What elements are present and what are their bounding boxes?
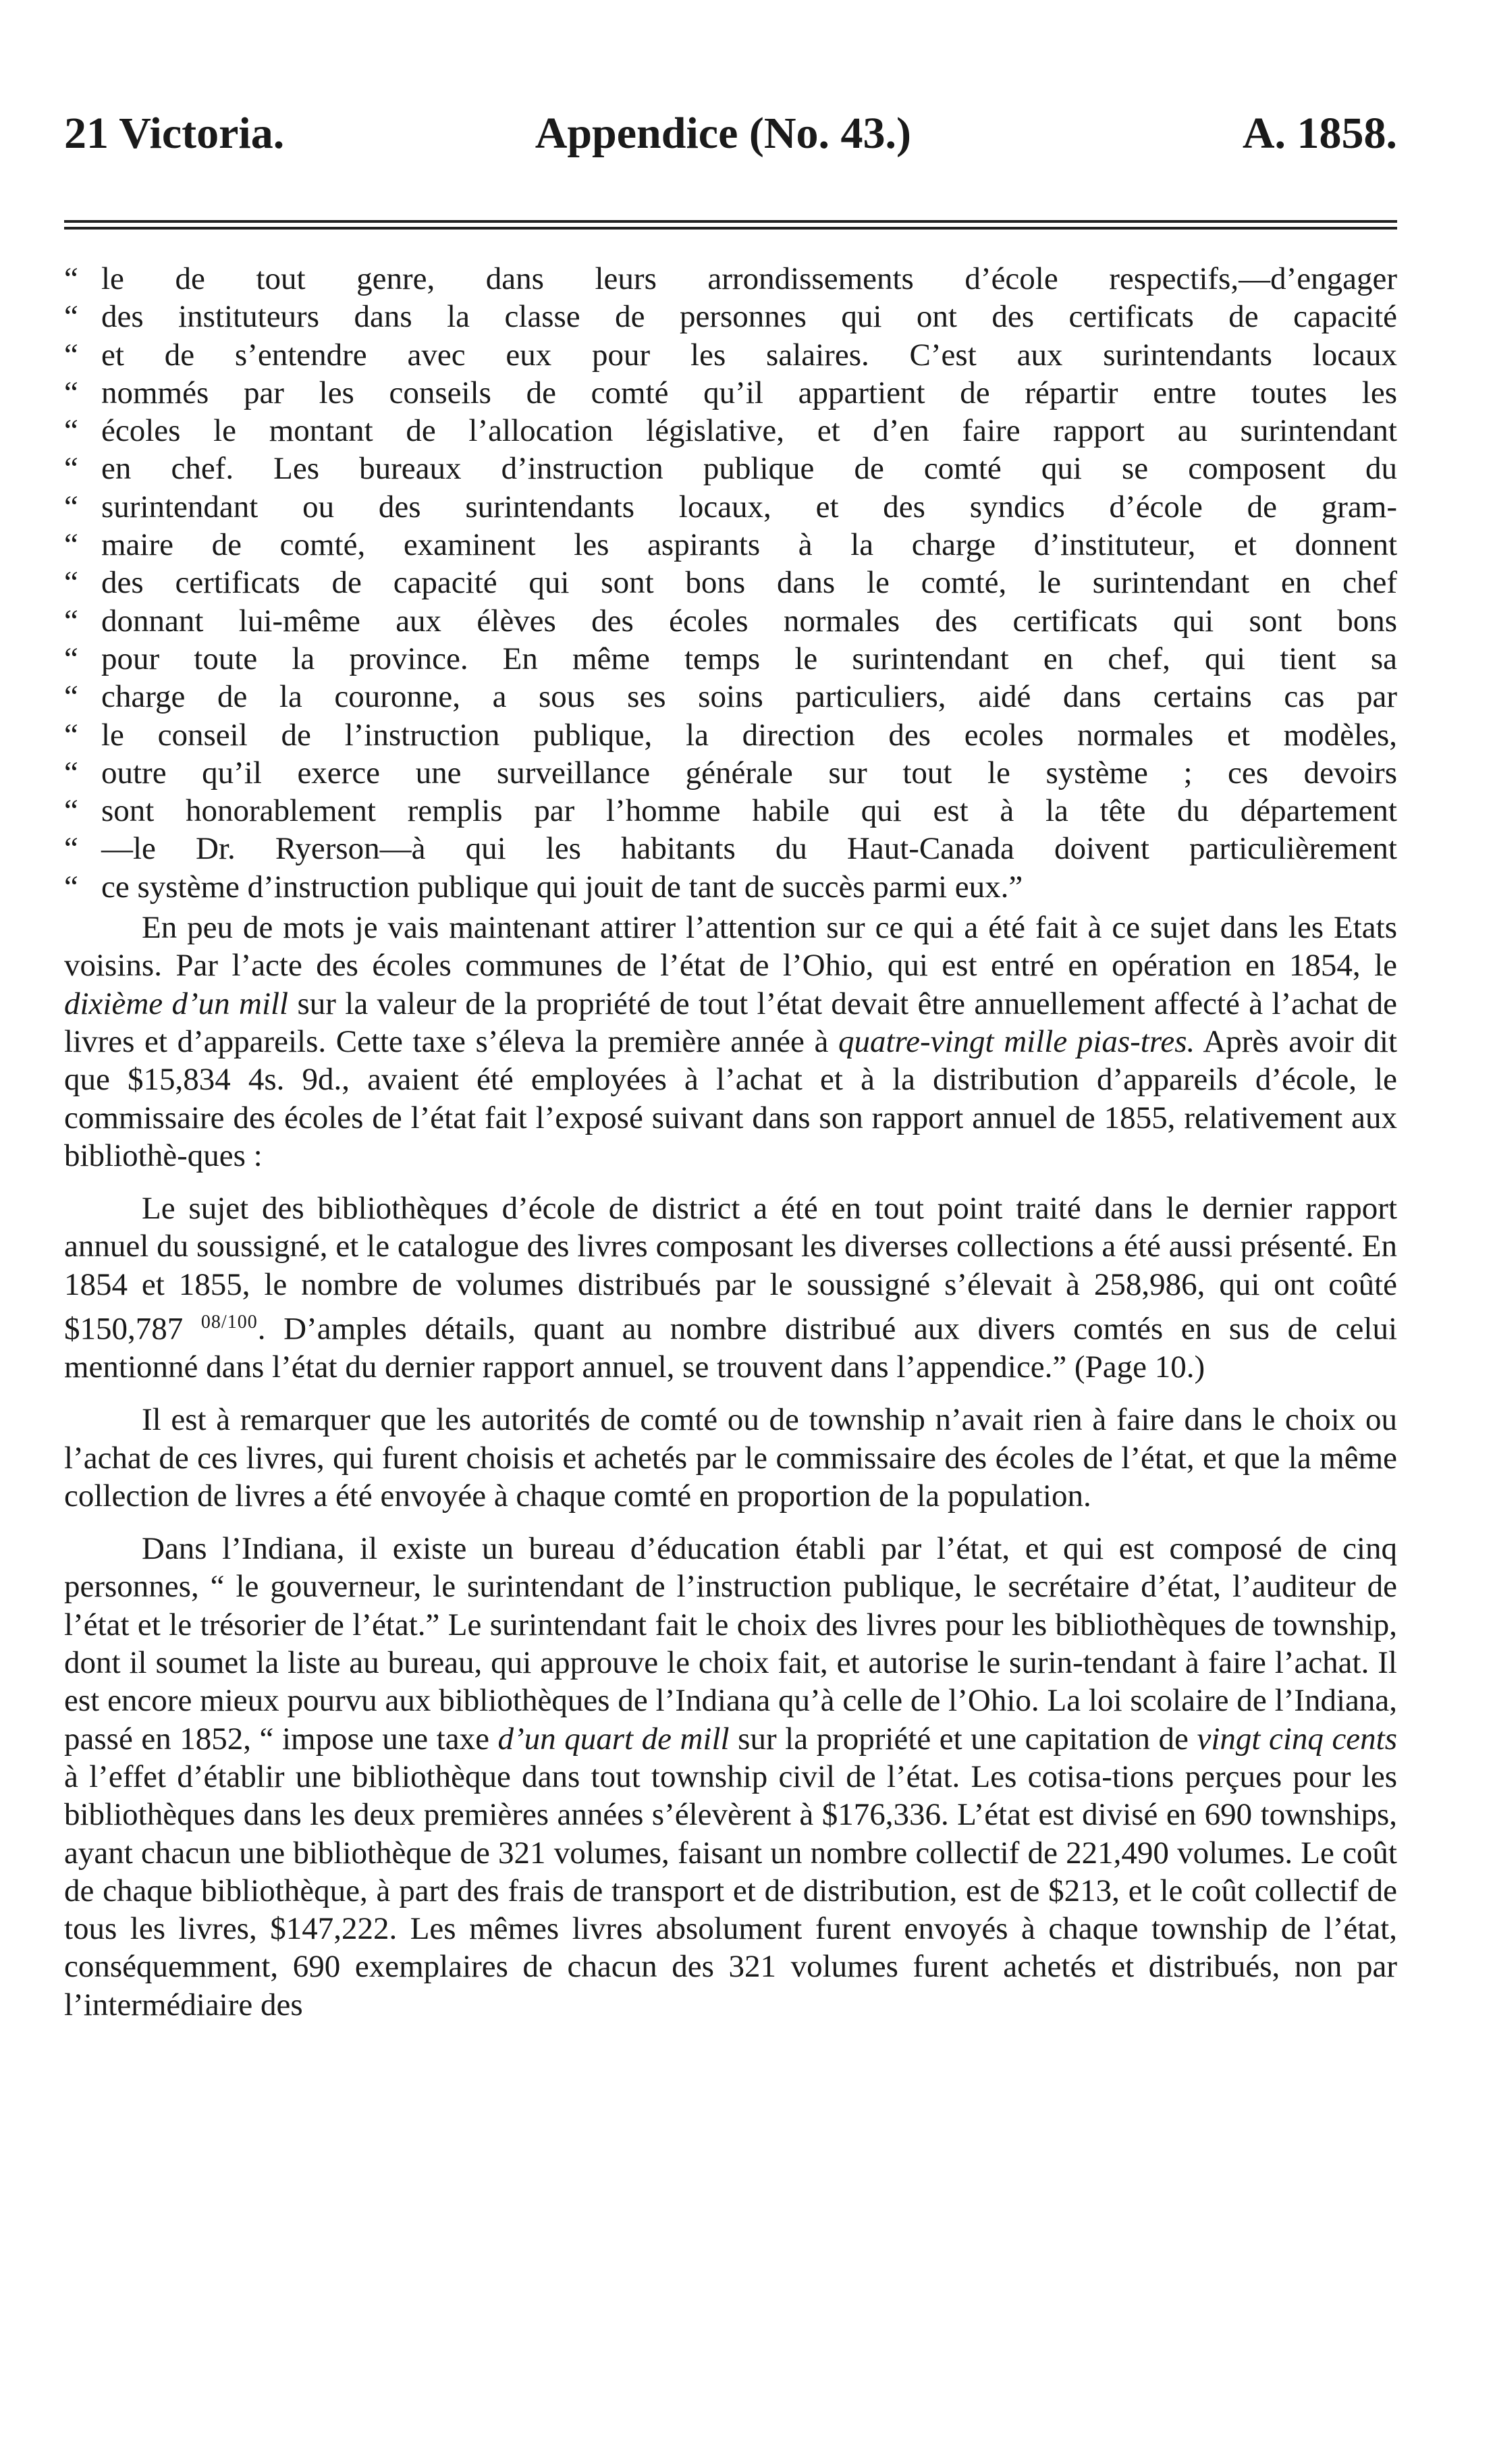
quote-line-text: maire de comté, examinent les aspirants à la charge d’instituteur, et donnent [101,527,1397,563]
quote-line [64,488,1397,526]
opening-quote-mark: “ [64,299,78,335]
opening-quote-mark: “ [64,565,78,601]
quote-line-text: outre qu’il exerce une surveillance générale sur tout le système ; ces devoirs [101,755,1397,791]
quote-line [64,678,1397,716]
paragraph-ohio [64,909,1397,1175]
rule-line [64,220,1397,223]
opening-quote-mark: “ [64,527,78,563]
quote-line-text: pour toute la province. En même temps le surintendant en chef, qui tient sa [101,641,1397,676]
italic-text: dixième d’un mill [64,986,289,1021]
quote-line [64,412,1397,450]
quote-line-text: sont honorablement remplis par l’homme habile qui est à la tête du département [101,793,1397,829]
fraction-cents: 08/100 [200,1312,258,1333]
text-run: Après avoir dit que $15,834 4s. 9d., avaient été employées à l’achat et à la distribution d’appareils d’école, le commissaire des écoles de l’état fait l’exposé suivant dans son rapport annuel de 1855, relativement aux bibliothè-ques : [64,1023,1398,1173]
opening-quote-mark: “ [64,831,78,867]
text-run: sur la propriété et une capitation de [729,1721,1197,1757]
opening-quote-mark: “ [64,869,78,905]
quote-line [64,526,1397,564]
opening-quote-mark: “ [64,413,78,449]
quote-line-text: le conseil de l’instruction publique, la direction des ecoles normales et modèles, [101,717,1397,753]
text-run: . D’amples détails, quant au nombre distribué aux divers comtés en sus de celui mentionné dans l’état du dernier rapport annuel, se trouvent dans l’appendice.” (Page 10.) [64,1311,1398,1385]
paragraph-county-authorities: Il est à remarquer que les autorités de comté ou de township n’avait rien à faire dans le choix ou l’achat de ces livres, qui furent choisis et achetés par le commissaire des écoles de l’état, et que la même collection de livres a été envoyée à chaque comté en proportion de la population. [64,1402,1397,1514]
header-appendix-number: Appendice (No. 43.) [535,109,912,158]
opening-quote-mark: “ [64,793,78,829]
quote-line [64,564,1397,601]
quote-line-text: donnant lui-même aux élèves des écoles normales des certificats qui sont bons [101,603,1397,639]
opening-quote-mark: “ [64,603,78,639]
text-run: à l’effet d’établir une bibliothèque dans tout township civil de l’état. Les cotisa-tions perçues pour les bibliothèques dans les deux premières années s’élevèrent à $176,336. L’état est divisé en 690 townships, ayant chacun une bibliothèque de 321 volumes, faisant un nombre collectif de 221,490 volumes. Le coût de chaque bibliothèque, à part des frais de transport et de distribution, est de $213, et le coût collectif de tous les livres, $147,222. Les mêmes livres absolument furent envoyés à chaque township de l’état, conséquemment, 690 exemplaires de chacun des 321 volumes furent achetés et distribués, non par l’intermédiaire des [64,1759,1397,2023]
opening-quote-mark: “ [64,489,78,525]
quote-line-text: des instituteurs dans la classe de personnes qui ont des certificats de capacité [101,299,1397,335]
opening-quote-mark: “ [64,679,78,715]
italic-text: d’un quart de mill [497,1721,730,1757]
header-year: A. 1858. [1242,109,1397,158]
quote-line-text: ce système d’instruction publique qui jouit de tant de succès parmi eux.” [101,869,1023,905]
quote-line [64,298,1397,336]
quote-line-text: et de s’entendre avec eux pour les salaires. C’est aux surintendants locaux [101,337,1397,373]
quote-line-text: le de tout genre, dans leurs arrondissements d’école respectifs,—d’engager [101,261,1397,296]
quote-line [64,450,1397,487]
paragraph-report-quote [64,1189,1397,1386]
quote-line [64,336,1397,374]
quote-line [64,374,1397,412]
running-header [64,111,1397,156]
italic-text: vingt cinq cents [1197,1721,1398,1757]
text-run: Le sujet des bibliothèques d’école de district a été en tout point traité dans le dernier rapport annuel du soussigné, et le catalogue des livres composant les diverses collections a été aussi présenté. En 1854 et 1855, le nombre de volumes distribués par le soussigné s’élevait à 258,986, qui ont coûté $150,787 [64,1191,1397,1347]
quote-line [64,792,1397,830]
quote-line [64,754,1397,792]
opening-quote-mark: “ [64,641,78,676]
quoted-passage [64,260,1397,906]
text-run: En peu de mots je vais maintenant attirer l’attention sur ce qui a été fait à ce sujet dans les Etats voisins. Par l’acte des écoles communes de l’état de l’Ohio, qui est entré en opération en 1854, le [64,910,1397,984]
paragraph-indiana [64,1530,1397,2024]
quote-line-text: écoles le montant de l’allocation législative, et d’en faire rapport au surintendant [101,413,1397,449]
quote-line-text: nommés par les conseils de comté qu’il appartient de répartir entre toutes les [101,375,1397,410]
opening-quote-mark: “ [64,375,78,410]
quote-line-text: charge de la couronne, a sous ses soins particuliers, aidé dans certains cas par [101,679,1397,715]
opening-quote-mark: “ [64,755,78,791]
quote-line [64,716,1397,754]
header-double-rule [64,220,1397,230]
opening-quote-mark: “ [64,261,78,296]
quote-line-text: surintendant ou des surintendants locaux, et des syndics d’école de gram- [101,489,1397,525]
quote-line [64,260,1397,298]
opening-quote-mark: “ [64,717,78,753]
quote-line [64,830,1397,867]
quote-line-text: —le Dr. Ryerson—à qui les habitants du Haut-Canada doivent particulièrement [101,831,1397,867]
text-run: sur la valeur de la propriété de tout l’état devait être annuellement affecté à l’achat de livres et d’appareils. Cette taxe s’éleva la première année à [64,986,1397,1059]
quote-line [64,868,1397,906]
quote-line [64,602,1397,640]
opening-quote-mark: “ [64,337,78,373]
quote-line-text: en chef. Les bureaux d’instruction publique de comté qui se composent du [101,451,1397,487]
quote-line [64,640,1397,678]
opening-quote-mark: “ [64,451,78,487]
italic-text: quatre-vingt mille pias-tres. [838,1023,1195,1059]
text-run: Dans l’Indiana, il existe un bureau d’éducation établi par l’état, et qui est composé de cinq personnes, “ le gouverneur, le surintendant de l’instruction publique, le secrétaire d’état, l’auditeur de l’état et le trésorier de l’état.” Le surintendant fait le choix des livres pour les bibliothèques de township, dont il soumet la liste au bureau, qui approuve le choix fait, et autorise le surin-tendant à faire l’achat. Il est encore mieux pourvu aux bibliothèques de l’Indiana qu’à celle de l’Ohio. La loi scolaire de l’Indiana, passé en 1852, “ impose une taxe [64,1531,1397,1757]
document-page [64,111,1397,2024]
rule-line [64,227,1397,230]
quote-line-text: des certificats de capacité qui sont bons dans le comté, le surintendant en chef [101,565,1397,601]
header-session: 21 Victoria. [64,109,285,158]
